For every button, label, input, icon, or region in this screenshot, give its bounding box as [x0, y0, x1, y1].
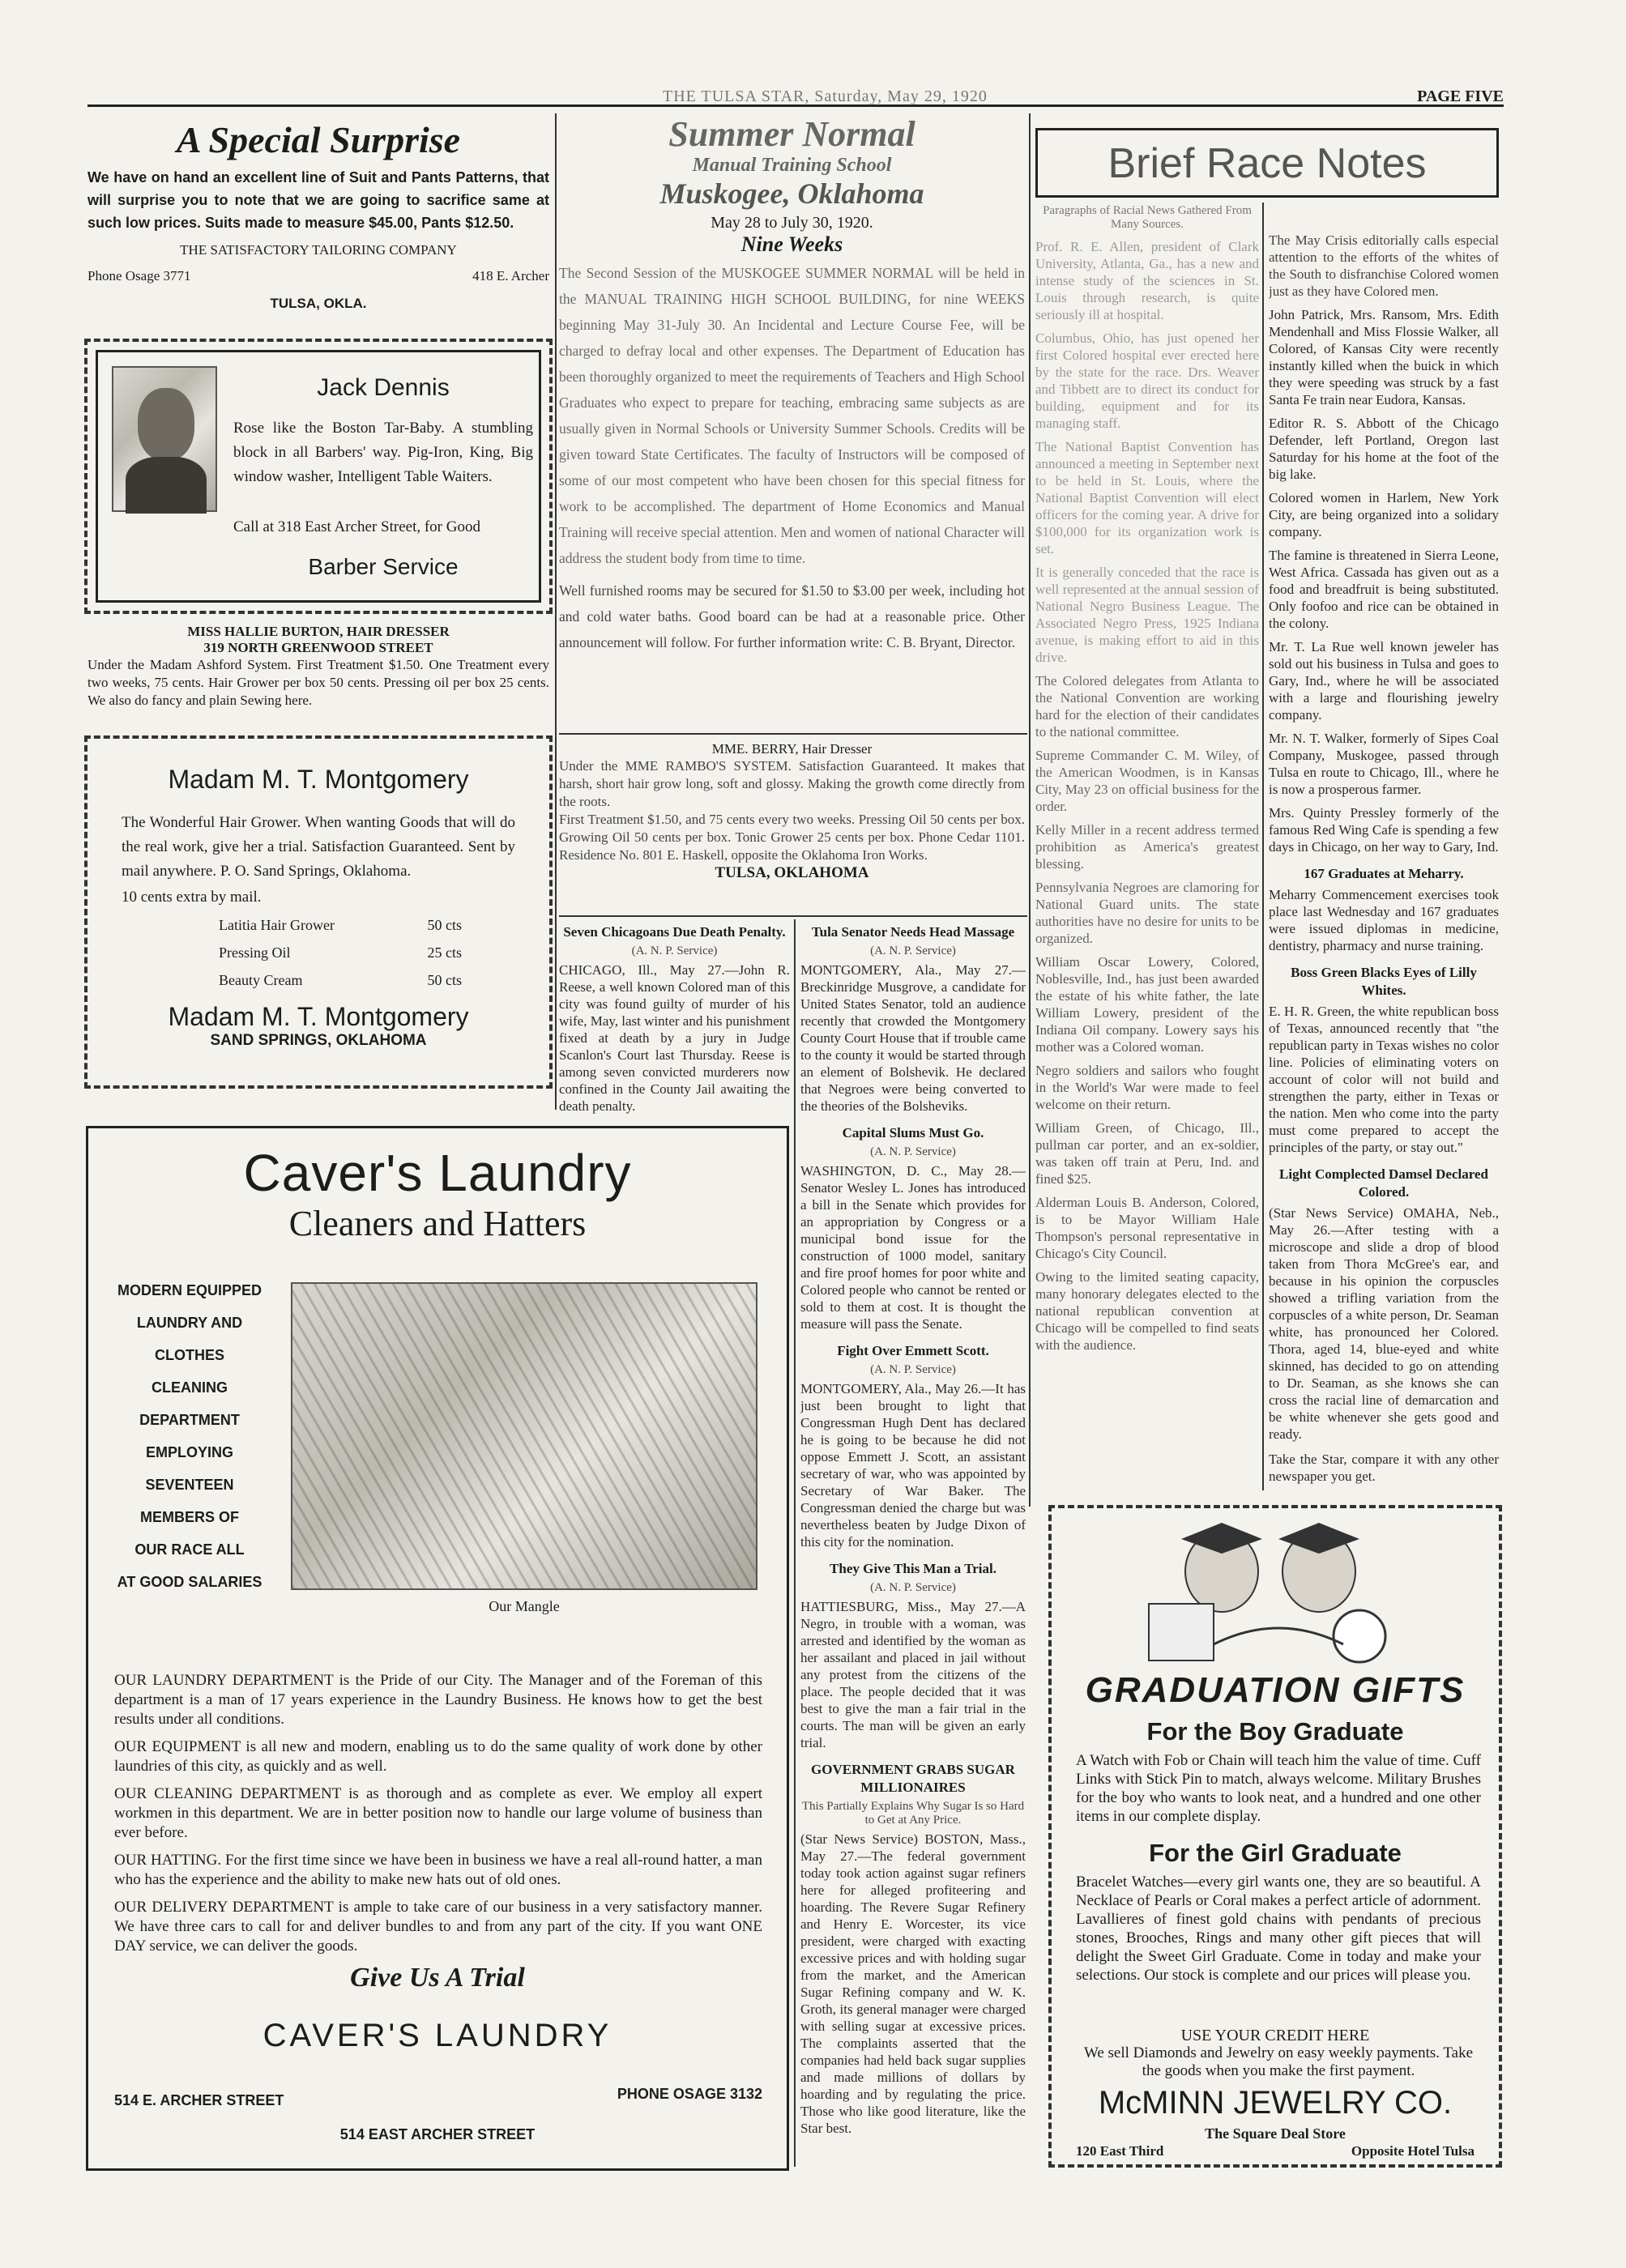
- laundry-phone: PHONE OSAGE 3132: [617, 2086, 762, 2102]
- jeweler-address: 120 East Third: [1076, 2143, 1164, 2159]
- news-headline: 167 Graduates at Meharry.: [1304, 866, 1464, 881]
- boy-body: A Watch with Fob or Chain will teach him the value of time. Cuff Links with Stick Pin to match, always welcome. Military Brushes for the boy who wants to look neat, and a hundred and one other items in our complete display.: [1076, 1752, 1481, 1825]
- news-column-mid: [800, 923, 1026, 2171]
- news-body: MONTGOMERY, Ala., May 27.—Breckinridge Musgrove, a candidate for United States Senator, told an audience recently that crowded the Montgomery County Court House that if trouble came to the county it would be started through an element of Bolshevik. He declared that Negroes were being converted to the theories of the Bolsheviks.: [800, 962, 1026, 1114]
- news-headline: Light Complected Damsel Declared Colored.: [1279, 1166, 1488, 1200]
- note: The famine is threatened in Sierra Leone, West Africa. Cassada has given out as a food and breadfruit is being substituted. Only foofoo and rice can be obtained in the colony.: [1269, 548, 1499, 631]
- laundry-features: [96, 1274, 283, 1598]
- note: William Oscar Lowery, Colored, Noblesville, Ind., has just been awarded the estate of his white father, the late William Lowery, president of the Indiana Oil company. Lowery says his mother was a Colored woman.: [1035, 954, 1259, 1055]
- company-name: THE SATISFACTORY TAILORING COMPANY: [180, 242, 457, 258]
- news-body: (Star News Service) BOSTON, Mass., May 27.—The federal government today took action against sugar refiners here for alleged profiteering and hoarding. The Revere Sugar Refinery and Henry E. Worcester, its vice president, were charged with exacting excessive prices and with holding sugar from the market, and the American Sugar Refining company and W. K. Groth, its general manager were charged with selling sugar at excessive prices. The complaints asserted that the companies had held back sugar supplies and made millions of dollars by hoarding and by regulating the price. Those who like good literature, like the Star best.: [800, 1831, 1026, 2136]
- ad-city: Muskogee, Oklahoma: [659, 177, 924, 210]
- laundry-paragraph: OUR HATTING. For the first time since we have been in business we have a real all-round hatter, a man who has the experience and the ability to make new hats out of old ones.: [114, 1852, 762, 1888]
- graduates-illustration: [1100, 1523, 1440, 1669]
- laundry-paragraph: OUR DELIVERY DEPARTMENT is ample to take care of our business in a very satisfactory manner. We have three cars to call for and deliver bundles to and from any part of the city. If you want ONE DAY service, we can deliver the goods.: [114, 1899, 762, 1955]
- note: Mr. N. T. Walker, formerly of Sipes Coal Company, Muskogee, passed through Tulsa en route to Chicago, Ill., where he is now a prosperous farmer.: [1269, 731, 1499, 797]
- race-notes-title: Brief Race Notes: [1107, 140, 1427, 187]
- column-rule: [794, 919, 796, 2167]
- feature-line: CLOTHES: [154, 1347, 224, 1363]
- barber-name: Jack Dennis: [317, 374, 450, 401]
- news-service: (A. N. P. Service): [870, 1363, 956, 1376]
- laundry-trial: Give Us A Trial: [350, 1963, 525, 1993]
- news-headline: Capital Slums Must Go.: [842, 1125, 984, 1140]
- news-service: (A. N. P. Service): [870, 1145, 956, 1158]
- ad-hallie-burton: [87, 624, 549, 721]
- ad-call: Call at 318 East Archer Street, for Good: [233, 518, 480, 535]
- note: Negro soldiers and sailors who fought in the World's War were made to feel welcome on their return.: [1035, 1063, 1259, 1112]
- graduation-gifts: GRADUATION GIFTS: [1085, 1670, 1466, 1710]
- feature-line: OUR RACE ALL: [134, 1541, 245, 1558]
- feature-line: EMPLOYING: [145, 1444, 233, 1460]
- news-headline: Boss Green Blacks Eyes of Lilly Whites.: [1291, 965, 1477, 998]
- note: Mr. T. La Rue well known jeweler has sold out his business in Tulsa and goes to Gary, Ind., where he will be associated with a large and flourishing jewelry company.: [1269, 639, 1499, 723]
- note: The National Baptist Convention has announced a meeting in September next to be held in St. Louis, where the National Baptist Convention will elect officers for the coming year. A drive for $100,000 for its organization work is set.: [1035, 439, 1259, 556]
- feature-line: DEPARTMENT: [139, 1412, 240, 1428]
- note: William Green, of Chicago, Ill., pullman car porter, and an ex-soldier, was taken off train at Peru, Ind. and fined $25.: [1035, 1120, 1259, 1187]
- mail-extra: 10 cents extra by mail.: [122, 889, 262, 906]
- feature-line: CLEANING: [152, 1379, 228, 1396]
- ad-city: TULSA, OKLAHOMA: [715, 864, 869, 881]
- note: Columbus, Ohio, has just opened her first Colored hospital ever erected here by the state for the race. Drs. Weaver and Tibbett are to direct its conduct for building, equipment and for its managing staff.: [1035, 330, 1259, 431]
- product-row: Pressing Oil 25 cts: [219, 944, 462, 961]
- ad-summer-normal: [559, 113, 1025, 729]
- news-headline: They Give This Man a Trial.: [830, 1561, 997, 1576]
- ad-body2: First Treatment $1.50, and 75 cents every two weeks. Pressing Oil 50 cents per box. Growing Oil 50 cents per box. Tonic Grower 25 cents per box. Phone Cedar 1101. Residence No. 801 E. Haskell, opposite the Oklahoma Iron Works.: [559, 812, 1025, 863]
- note: It is generally conceded that the race is well represented at the annual session of National Negro Business League. The Associated Negro Press, 1925 Indiana avenue, is making effort to aid in this drive.: [1035, 565, 1259, 665]
- laundry-paragraph: OUR CLEANING DEPARTMENT is as thorough and as complete as ever. We employ all expert workmen in this department. We are in better position now to handle our large volume of business than ever before.: [114, 1785, 762, 1841]
- race-notes-col1: [1035, 204, 1259, 1500]
- news-column-left: [559, 923, 790, 1118]
- news-body: MONTGOMERY, Ala., May 26.—It has just been brought to light that Congressman Hugh Dent has declared he is going to be because he did not oppose Emmett J. Scott, an assistant secretary of war, who was appointed by Secretary of War Baker. The Congressman denied the charge but was nevertheless beaten by Judge Dixon of this city for the nomination.: [800, 1381, 1026, 1550]
- note: The Colored delegates from Atlanta to the National Convention are working hard for the election of their candidates to the national committee.: [1035, 673, 1259, 740]
- page-number: PAGE FIVE: [1417, 87, 1504, 105]
- ad-body: Under the Madam Ashford System. First Treatment $1.50. One Treatment every two weeks, 75 cents. Hair Grower per box 50 cents. Pressing oil per box 25 cents. We also do fancy and plain Sewing here.: [87, 657, 549, 708]
- news-service: (A. N. P. Service): [870, 944, 956, 957]
- news-body: Meharry Commencement exercises took place last Wednesday and 167 graduates were issued diplomas in medicine, dentistry, pharmacy and nurse training.: [1269, 887, 1499, 953]
- credit-head: USE YOUR CREDIT HERE: [1180, 2027, 1370, 2044]
- note: John Patrick, Mrs. Ransom, Mrs. Edith Mendenhall and Miss Flossie Walker, all Colored, of Kansas City were recently instantly killed when the buick in which they were speeding was struck by a fast Santa Fe train near Eudora, Kansas.: [1269, 307, 1499, 407]
- ad-madam-montgomery: [84, 735, 553, 1089]
- news-service: (A. N. P. Service): [870, 1581, 956, 1594]
- ad-body: Rose like the Boston Tar-Baby. A stumbling block in all Barbers' way. Pig-Iron, King, Big window washer, Intelligent Table Waiters.: [233, 420, 533, 485]
- news-headline: Fight Over Emmett Scott.: [837, 1343, 989, 1358]
- ad-jack-dennis: [84, 339, 553, 614]
- laundry-address: 514 E. ARCHER STREET: [114, 2092, 284, 2108]
- laundry-paragraph: OUR LAUNDRY DEPARTMENT is the Pride of our City. The Manager and of the Foreman of this department is a man of 17 years experience in the Laundry Business. He knows how to get the best results under all conditions.: [114, 1672, 762, 1728]
- ad-weeks: Nine Weeks: [740, 232, 843, 256]
- note: Kelly Miller in a recent address termed prohibition as America's greatest blessing.: [1035, 822, 1259, 872]
- laundry-paragraph: OUR EQUIPMENT is all new and modern, enabling us to do the same quality of work done by other laundries of this city, as quickly and as well.: [114, 1738, 762, 1775]
- laundry-name: CAVER'S LAUNDRY: [262, 2018, 612, 2053]
- girl-head: For the Girl Graduate: [1149, 1839, 1402, 1867]
- ad-special-surprise: [87, 113, 549, 311]
- laundry-address2: 514 EAST ARCHER STREET: [339, 2126, 536, 2142]
- news-body: E. H. R. Green, the white republican boss of Texas, announced recently that "the republican party in Texas wishes no color line. Policies of eliminating voters on account of color will not build and strengthen the party, either in Texas or the nation. Men who come into the party must come prepared to accept the principles of the party, or stay out.": [1269, 1004, 1499, 1155]
- news-tail: Take the Star, compare it with any other newspaper you get.: [1269, 1452, 1499, 1484]
- boy-head: For the Boy Graduate: [1146, 1717, 1404, 1746]
- feature-line: AT GOOD SALARIES: [117, 1574, 262, 1590]
- ad-subtitle: Manual Training School: [692, 155, 892, 176]
- product-row: Beauty Cream 50 cts: [219, 972, 462, 988]
- news-service: (A. N. P. Service): [631, 944, 718, 957]
- news-service: This Partially Explains Why Sugar Is so Hard to Get at Any Price.: [801, 1800, 1025, 1827]
- note: Mrs. Quinty Pressley formerly of the famous Red Wing Cafe is spending a few days in Chicago, on her way to Gary, Ind.: [1269, 805, 1499, 855]
- ad-body: The Wonderful Hair Grower. When wanting Goods that will do the real work, give her a trial. Satisfaction Guaranteed. Sent by mail anywhere. P. O. Sand Springs, Oklahoma.: [122, 814, 515, 880]
- news-headline: Seven Chicagoans Due Death Penalty.: [563, 924, 786, 940]
- ad-line2: 319 NORTH GREENWOOD STREET: [203, 640, 433, 655]
- city: TULSA, OKLA.: [270, 296, 367, 311]
- ad-footer-city: SAND SPRINGS, OKLAHOMA: [210, 1032, 427, 1049]
- ad-body: Under the MME RAMBO'S SYSTEM. Satisfaction Guaranteed. It makes that harsh, short hair grow long, soft and glossy. Making the growth come directly from the roots.: [559, 758, 1025, 809]
- photo-caption: Our Mangle: [489, 1598, 560, 1614]
- note: Owing to the limited seating capacity, many honorary delegates elected to the national republican convention at Chicago will be compelled to find seats with the audience.: [1035, 1269, 1259, 1353]
- ad-title: A Special Surprise: [176, 119, 461, 160]
- address: 418 E. Archer: [472, 268, 549, 284]
- news-body: HATTIESBURG, Miss., May 27.—A Negro, in trouble with a woman, was arrested and identified by the woman as her assailant and placed in jail without any protest from the citizens of the place. The people decided that it was best to give the man a fair trial in the courts. The man will be given an early trial.: [800, 1599, 1026, 1750]
- laundry-subtitle: Cleaners and Hatters: [288, 1204, 587, 1243]
- news-body: WASHINGTON, D. C., May 28.—Senator Wesley L. Jones has introduced a bill in the Senate which provides for an appropriation by Congress or a municipal bond issue for the construction of 1000 model, sanitary and fire proof homes for poor white and Colored people who cannot be rented or sold to them at cost. It is thought the measure will pass the Senate.: [800, 1163, 1026, 1332]
- feature-line: LAUNDRY AND: [136, 1315, 243, 1331]
- divider: [559, 733, 1027, 735]
- portrait-photo: [112, 366, 217, 512]
- product-row: Latitia Hair Grower 50 cts: [219, 917, 462, 933]
- ad-cavers-laundry: [86, 1126, 789, 2171]
- note: Supreme Commander C. M. Wiley, of the American Woodmen, is in Kansas City, May 23 on official business for the order.: [1035, 748, 1259, 814]
- feature-line: SEVENTEEN: [145, 1477, 234, 1493]
- news-body: CHICAGO, Ill., May 27.—John R. Reese, a well known Colored man of this city was found guilty of murder of his wife, May, last winter and his punishment fixed at death by a jury in Judge Scanlon's Court last Thursday. Reese is among seven convicted murderers now confined in the County Jail awaiting the death penalty.: [559, 962, 790, 1114]
- ad-footer-name: Madam M. T. Montgomery: [168, 1002, 469, 1031]
- note: Alderman Louis B. Anderson, Colored, is to be Mayor William Hale Thompson's personal representative in Chicago's City Council.: [1035, 1195, 1259, 1261]
- race-notes-col2: [1269, 227, 1499, 1498]
- laundry-title: Caver's Laundry: [243, 1144, 632, 1202]
- column-rule: [1029, 113, 1031, 1507]
- jeweler-opposite: Opposite Hotel Tulsa: [1351, 2143, 1474, 2159]
- ad-mcminn-jewelry: [1048, 1505, 1502, 2168]
- note: Editor R. S. Abbott of the Chicago Defender, left Portland, Oregon last Saturday for his home at the foot of the big lake.: [1269, 416, 1499, 482]
- ad-title: MME. BERRY, Hair Dresser: [711, 741, 873, 757]
- barber-service: Barber Service: [308, 554, 459, 579]
- race-notes-intro: Paragraphs of Racial News Gathered From Many Sources.: [1043, 204, 1252, 231]
- credit-body: We sell Diamonds and Jewelry on easy weekly payments. Take the goods when you make the first payment.: [1083, 2044, 1474, 2079]
- note: Prof. R. E. Allen, president of Clark University, Atlanta, Ga., has a new and intense study of the sciences in St. Louis through research, is quite seriously ill at hospital.: [1035, 239, 1259, 322]
- ad-title: Madam M. T. Montgomery: [168, 765, 469, 794]
- news-headline: Tula Senator Needs Head Massage: [811, 924, 1015, 940]
- column-rule: [1262, 202, 1264, 1490]
- race-notes-masthead: [1035, 128, 1499, 198]
- ad-body: We have on hand an excellent line of Suit and Pants Patterns, that will surprise you to note that we are going to sacrifice same at such low prices. Suits made to measure $45.00, Pants $12.50.: [87, 169, 549, 231]
- column-rule: [555, 113, 557, 1110]
- ad-mme-berry: [559, 741, 1025, 911]
- jeweler-name: McMINN JEWELRY CO.: [1098, 2085, 1453, 2121]
- note: Pennsylvania Negroes are clamoring for National Guard units. The state authorities have no desire for units to be organized.: [1035, 880, 1259, 946]
- phone: Phone Osage 3771: [87, 268, 191, 284]
- header-title: THE TULSA STAR, Saturday, May 29, 1920: [663, 87, 988, 105]
- mangle-photo: [291, 1282, 758, 1590]
- ad-title: Summer Normal: [668, 114, 915, 154]
- page-header: [87, 87, 1504, 107]
- feature-line: MODERN EQUIPPED: [117, 1282, 262, 1298]
- ad-body2: Well furnished rooms may be secured for $1.50 to $3.00 per week, including hot and cold water baths. Good board can be had at a reasonable price. Other announcement will follow. For further information write: C. B. Bryant, Director.: [559, 582, 1025, 650]
- ad-body: The Second Session of the MUSKOGEE SUMMER NORMAL will be held in the MANUAL TRAINING HIGH SCHOOL BUILDING, for nine WEEKS beginning May 31-July 30. An Incidental and Lecture Course Fee, will be charged to defray local and other expenses. The Department of Education has been thoroughly organized to meet the requirements of Teachers and High School Graduates who expect to prepare for teaching, embracing same subjects as are usually given in Normal Schools or University Summer Schools. Credits will be given toward State Certificates. The faculty of Instructors will be composed of some of our most competent who have been chosen for this special fitness for work to be accomplished. The department of Home Economics and Manual Training will receive special attention. Men and women of national Character will address the student body from time to time.: [559, 265, 1025, 566]
- divider: [559, 915, 1027, 917]
- note: The May Crisis editorially calls especial attention to the efforts of the whites of the South to disfranchise Colored women just as they have Colored men.: [1269, 232, 1499, 299]
- news-headline: GOVERNMENT GRABS SUGAR MILLIONAIRES: [811, 1762, 1015, 1795]
- ad-dates: May 28 to July 30, 1920.: [711, 214, 873, 232]
- feature-line: MEMBERS OF: [139, 1509, 239, 1525]
- news-body: (Star News Service) OMAHA, Neb., May 26.—After testing with a microscope and slide a drop of blood taken from Thora McGree's ear, and because in his opinion the corpuscles showed a trifling variation from the corpuscles of a white person, Dr. Seaman white, has pronounced her Colored. Thora, aged 14, blue-eyed and white skinned, has decided to go on attending to Dr. Seaman, as she knows she can cross the racial line of demarcation and be white whenever she gets good and ready.: [1269, 1205, 1499, 1442]
- girl-body: Bracelet Watches—every girl wants one, they are so beautiful. A Necklace of Pearls or Coral makes a perfect article of adornment. Lavallieres of finest gold chains with pendants of precious stones, Brooches, Rings and many other gift pieces that will delight the Sweet Girl Graduate. Come in today and make your selections. Our stock is complete and our prices will please you.: [1076, 1874, 1481, 1984]
- note: Colored women in Harlem, New York City, are being organized into a solidary company.: [1269, 490, 1499, 539]
- ad-line1: MISS HALLIE BURTON, HAIR DRESSER: [187, 624, 450, 639]
- jeweler-tagline: The Square Deal Store: [1205, 2125, 1346, 2142]
